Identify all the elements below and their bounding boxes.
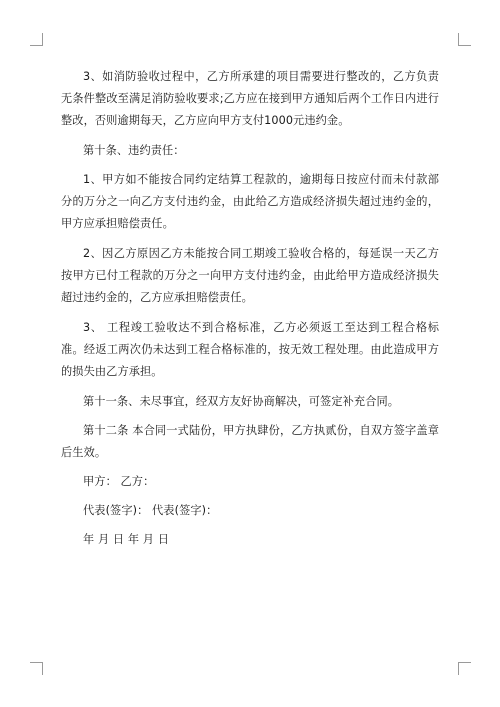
paragraph-fire-inspection: 3、如消防验收过程中，乙方所承建的项目需要进行整改的，乙方负责无条件整改至满足消防验收要求;乙方应在接到甲方通知后两个工作日内进行整改，否则逾期每天，乙方应向甲方支付1000元违约金。 bbox=[61, 70, 439, 127]
signature-dates: 年 月 日 年 月 日 bbox=[83, 533, 170, 546]
signature-representatives: 代表(签字)： 代表(签字)： bbox=[83, 504, 218, 517]
crop-mark-top-left bbox=[30, 33, 43, 46]
crop-mark-top-right bbox=[458, 33, 471, 46]
paragraph-article-12: 第十二条 本合同一式陆份，甲方执肆份，乙方执贰份，自双方签字盖章后生效。 bbox=[61, 424, 439, 459]
crop-mark-bottom-left bbox=[30, 662, 43, 675]
paragraph-article-11: 第十一条、未尽事宜，经双方友好协商解决，可签定补充合同。 bbox=[83, 395, 400, 408]
paragraph-breach-party-b: 2、因乙方原因乙方未能按合同工期竣工验收合格的，每延误一天乙方按甲方已付工程款的万分之一向甲方支付违约金，由此给甲方造成经济损失超过违约金的，乙方应承担赔偿责任。 bbox=[61, 247, 439, 304]
heading-article-10: 第十条、违约责任： bbox=[83, 144, 185, 157]
signature-parties: 甲方： 乙方： bbox=[83, 475, 155, 488]
paragraph-quality-standard: 3、 工程竣工验收达不到合格标准，乙方必须返工至达到工程合格标准。经返工两次仍未达到工程合格标准的，按无效工程处理。由此造成甲方的损失由乙方承担。 bbox=[61, 321, 439, 378]
document-body bbox=[61, 66, 439, 558]
crop-mark-bottom-right bbox=[458, 662, 471, 675]
paragraph-breach-party-a: 1、甲方如不能按合同约定结算工程款的，逾期每日按应付而未付款部分的万分之一向乙方支付违约金，由此给乙方造成经济损失超过违约金的，甲方应承担赔偿责任。 bbox=[61, 173, 439, 230]
